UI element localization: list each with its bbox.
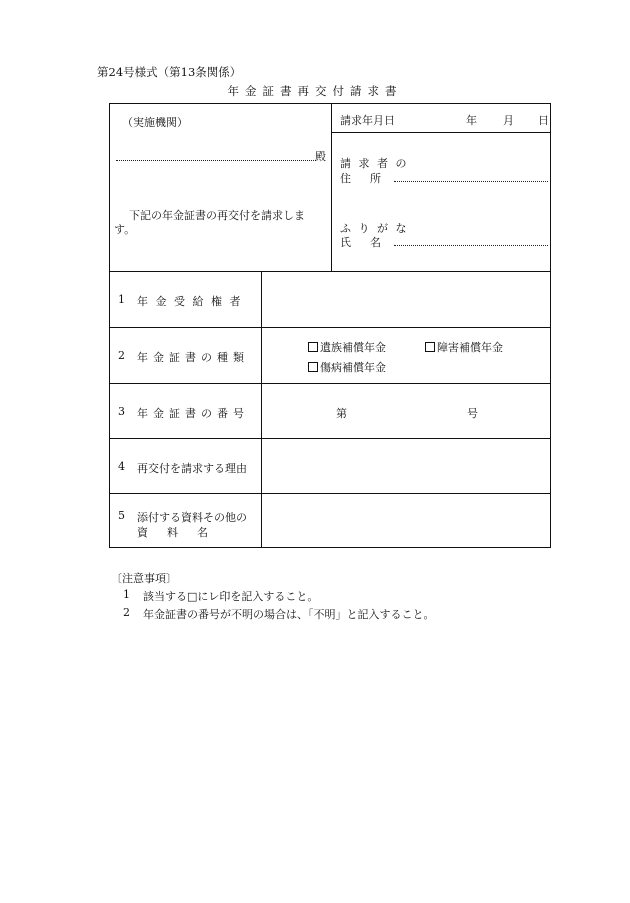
month-label[interactable]: 月 bbox=[503, 114, 514, 127]
survivor-pension-label: 遺族補償年金 bbox=[320, 341, 386, 354]
injury-pension-label: 傷病補償年金 bbox=[320, 361, 386, 374]
honorific: 殿 bbox=[315, 150, 326, 163]
row-separator bbox=[110, 438, 550, 439]
survivor-pension-option[interactable] bbox=[308, 339, 386, 355]
row-2-label: 年金証書の種類 bbox=[137, 351, 249, 364]
row-5-label-line1: 添付する資料その他の bbox=[137, 511, 247, 524]
row-1-label: 年金受給権者 bbox=[137, 295, 248, 308]
note-1-num: 1 bbox=[123, 588, 130, 601]
row-5-label-line2: 資 料 名 bbox=[137, 526, 212, 539]
row-4-label: 再交付を請求する理由 bbox=[137, 462, 247, 475]
address-label: 住 所 bbox=[340, 172, 385, 185]
pensioner-field[interactable] bbox=[263, 273, 549, 325]
org-name-line[interactable] bbox=[116, 160, 316, 161]
form-table bbox=[109, 103, 551, 548]
row-3-num: 3 bbox=[118, 405, 125, 418]
checkbox[interactable] bbox=[425, 342, 435, 352]
address-line[interactable] bbox=[394, 181, 548, 182]
row-5-num: 5 bbox=[118, 509, 125, 522]
number-prefix: 第 bbox=[336, 407, 347, 420]
request-statement-line1: 下記の年金証書の再交付を請求しま bbox=[129, 209, 305, 222]
row-separator bbox=[110, 327, 550, 328]
name-label: 氏 名 bbox=[340, 236, 385, 249]
disability-pension-label: 障害補償年金 bbox=[437, 341, 503, 354]
form-number: 第24号様式（第13条関係） bbox=[97, 65, 242, 79]
note-2-num: 2 bbox=[123, 606, 130, 619]
claimant-label: 請求者の bbox=[340, 157, 414, 170]
row-1-num: 1 bbox=[118, 293, 125, 306]
furigana-label: ふりがな bbox=[340, 222, 414, 235]
row-3-label: 年金証書の番号 bbox=[137, 407, 249, 420]
checkbox[interactable] bbox=[308, 362, 318, 372]
row-separator bbox=[110, 271, 550, 272]
date-underline bbox=[331, 132, 551, 133]
checkbox[interactable] bbox=[308, 342, 318, 352]
org-label: （実施機関） bbox=[122, 116, 188, 129]
notes-heading: 〔注意事項〕 bbox=[111, 572, 177, 585]
disability-pension-option[interactable] bbox=[425, 339, 503, 355]
note-1-text: 該当する□にレ印を記入すること。 bbox=[143, 590, 319, 603]
row-separator bbox=[110, 493, 550, 494]
row-separator bbox=[110, 383, 550, 384]
label-divider bbox=[261, 271, 262, 548]
top-divider bbox=[331, 104, 332, 271]
injury-pension-option[interactable] bbox=[308, 359, 386, 375]
form-title: 年金証書再交付請求書 bbox=[227, 84, 403, 98]
number-suffix: 号 bbox=[467, 407, 478, 420]
day-label: 日 bbox=[538, 114, 549, 127]
row-4-num: 4 bbox=[118, 460, 125, 473]
attachments-field[interactable] bbox=[263, 495, 549, 547]
year-label[interactable]: 年 bbox=[466, 114, 477, 127]
note-2-text: 年金証書の番号が不明の場合は、「不明」と記入すること。 bbox=[143, 608, 435, 621]
date-label: 請求年月日 bbox=[340, 114, 395, 127]
name-line[interactable] bbox=[394, 245, 548, 246]
request-statement-line2: す。 bbox=[114, 223, 136, 236]
row-2-num: 2 bbox=[118, 349, 125, 362]
reason-field[interactable] bbox=[263, 440, 549, 491]
